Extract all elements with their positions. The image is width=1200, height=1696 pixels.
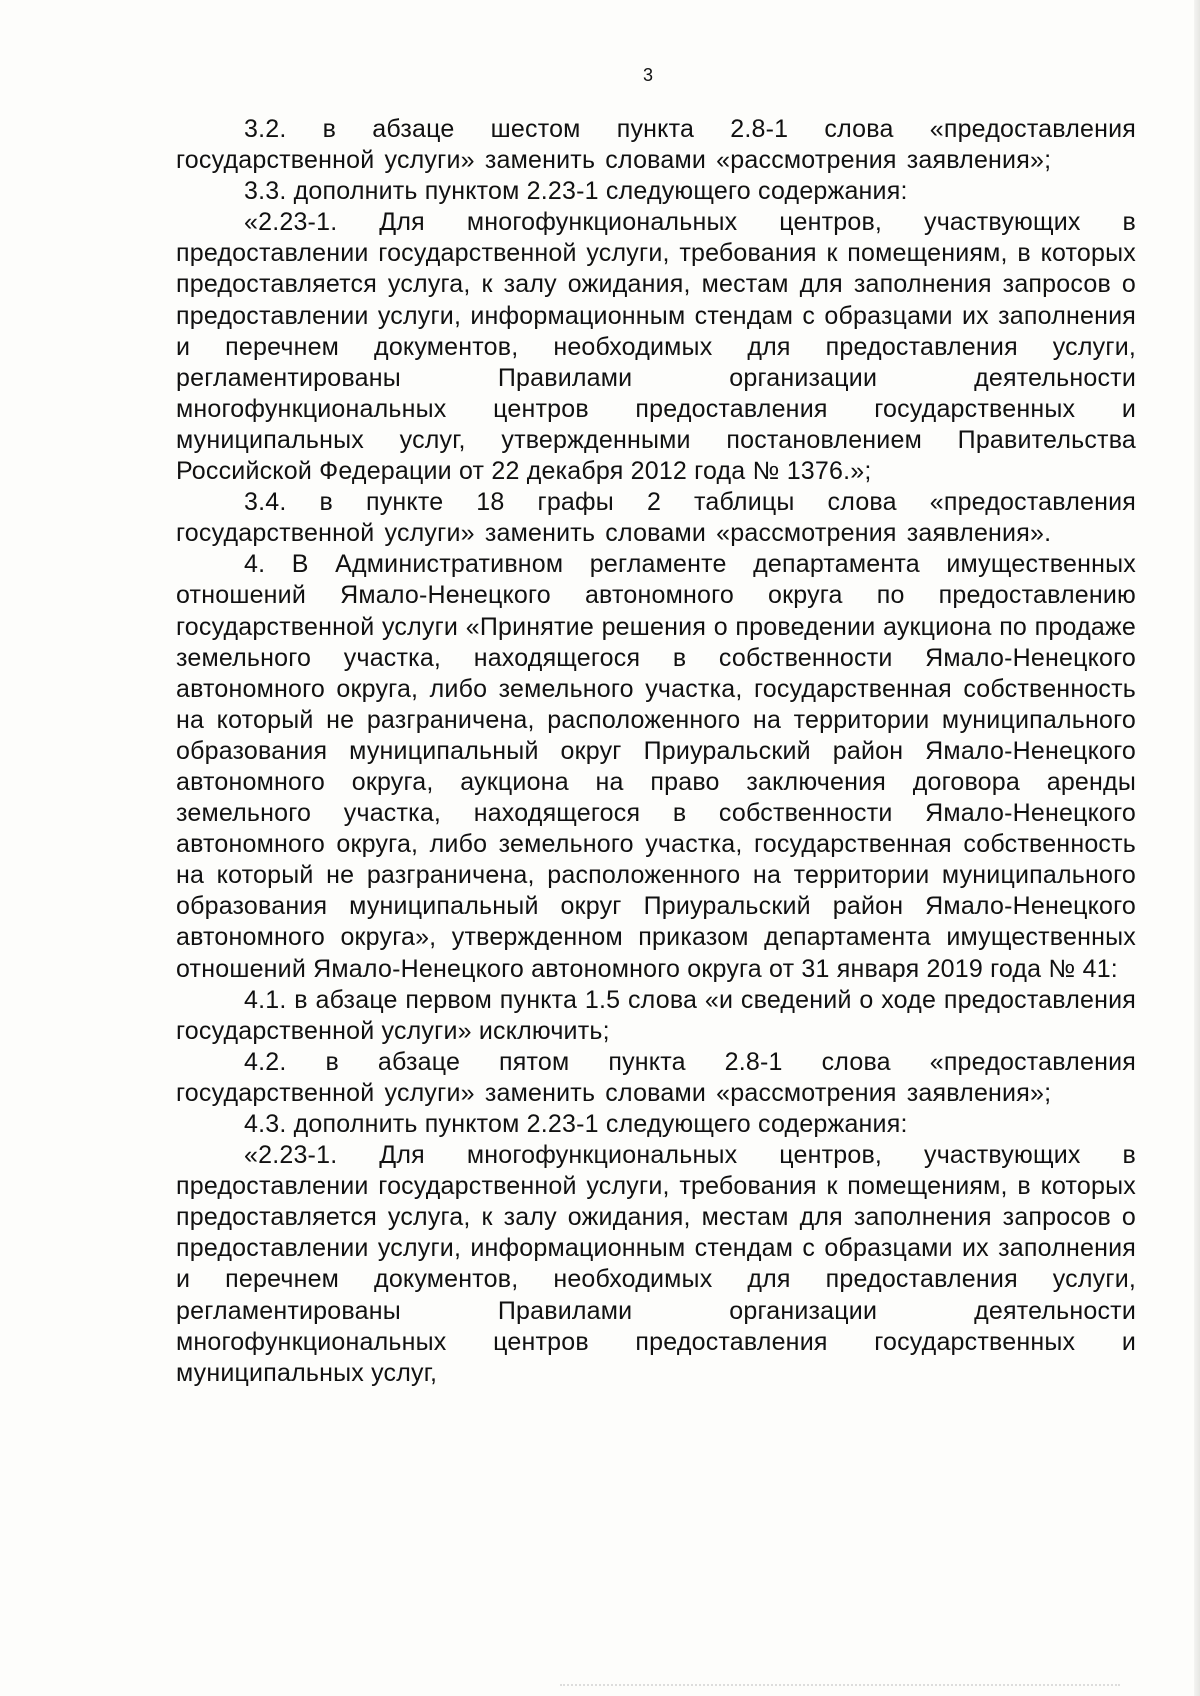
paragraph-4-3: 4.3. дополнить пунктом 2.23-1 следующего содержания:	[244, 1110, 908, 1138]
paragraph-3-3: 3.3. дополнить пунктом 2.23-1 следующего содержания:	[244, 177, 908, 206]
paragraph-4-2: 4.2. в абзаце пятом пункта 2.8-1 слова «предоставления государственной услуги» заменить словами «рассмотрения заявления»;	[176, 1047, 1136, 1107]
paragraph-2-23-1-quote: «2.23-1. Для многофункциональных центров, участвующих в предоставлении государственной услуги, требования к помещениям, в которых предоставляется услуга, к залу ожидания, местам для заполнения запросов о предоставлении услуги, информационным стендам с образцами их заполнения и перечнем документов, необходимых для предоставления услуги, регламентированы Правилами организации деятельности многофункциональных центров предоставления государственных и муниципальных услуг, утвержденными постановлением Правительства Российской Федерации от 22 декабря 2012 года № 1376.»;	[176, 208, 1136, 486]
paragraph-2-23-1-quote-second: «2.23-1. Для многофункциональных центров, участвующих в предоставлении государственной услуги, требования к помещениям, в которых предоставляется услуга, к залу ожидания, местам для заполнения запросов о предоставлении услуги, информационным стендам с образцами их заполнения и перечнем документов, необходимых для предоставления услуги, регламентированы Правилами организации деятельности многофункциональных центров предоставления государственных и муниципальных услуг,	[176, 1141, 1136, 1387]
scan-edge-shadow	[1194, 0, 1200, 1696]
document-body	[176, 114, 1136, 1389]
scan-speckle	[560, 1684, 1120, 1690]
paragraph-4: 4. В Административном регламенте департамента имущественных отношений Ямало-Ненецкого автономного округа по предоставлению государственной услуги «Принятие решения о проведении аукциона по продаже земельного участка, находящегося в собственности Ямало-Ненецкого автономного округа, либо земельного участка, государственная собственность на который не разграничена, расположенного на территории муниципального образования муниципальный округ Приуральский район Ямало-Ненецкого автономного округа, аукциона на право заключения договора аренды земельного участка, находящегося в собственности Ямало-Ненецкого автономного округа, либо земельного участка, государственная собственность на который не разграничена, расположенного на территории муниципального образования муниципальный округ Приуральский район Ямало-Ненецкого автономного округа», утвержденном приказом департамента имущественных отношений Ямало-Ненецкого автономного округа от 31 января 2019 года № 41:	[176, 550, 1136, 983]
paragraph-4-1: 4.1. в абзаце первом пункта 1.5 слова «и сведений о ходе предоставления государственной услуги» исключить;	[176, 985, 1136, 1045]
paragraph-3-4: 3.4. в пункте 18 графы 2 таблицы слова «предоставления государственной услуги» заменить словами «рассмотрения заявления».	[176, 488, 1136, 548]
page-number: 3	[642, 65, 653, 85]
paragraph-3-2: 3.2. в абзаце шестом пункта 2.8-1 слова «предоставления государственной услуги» заменить словами «рассмотрения заявления»;	[176, 115, 1136, 175]
